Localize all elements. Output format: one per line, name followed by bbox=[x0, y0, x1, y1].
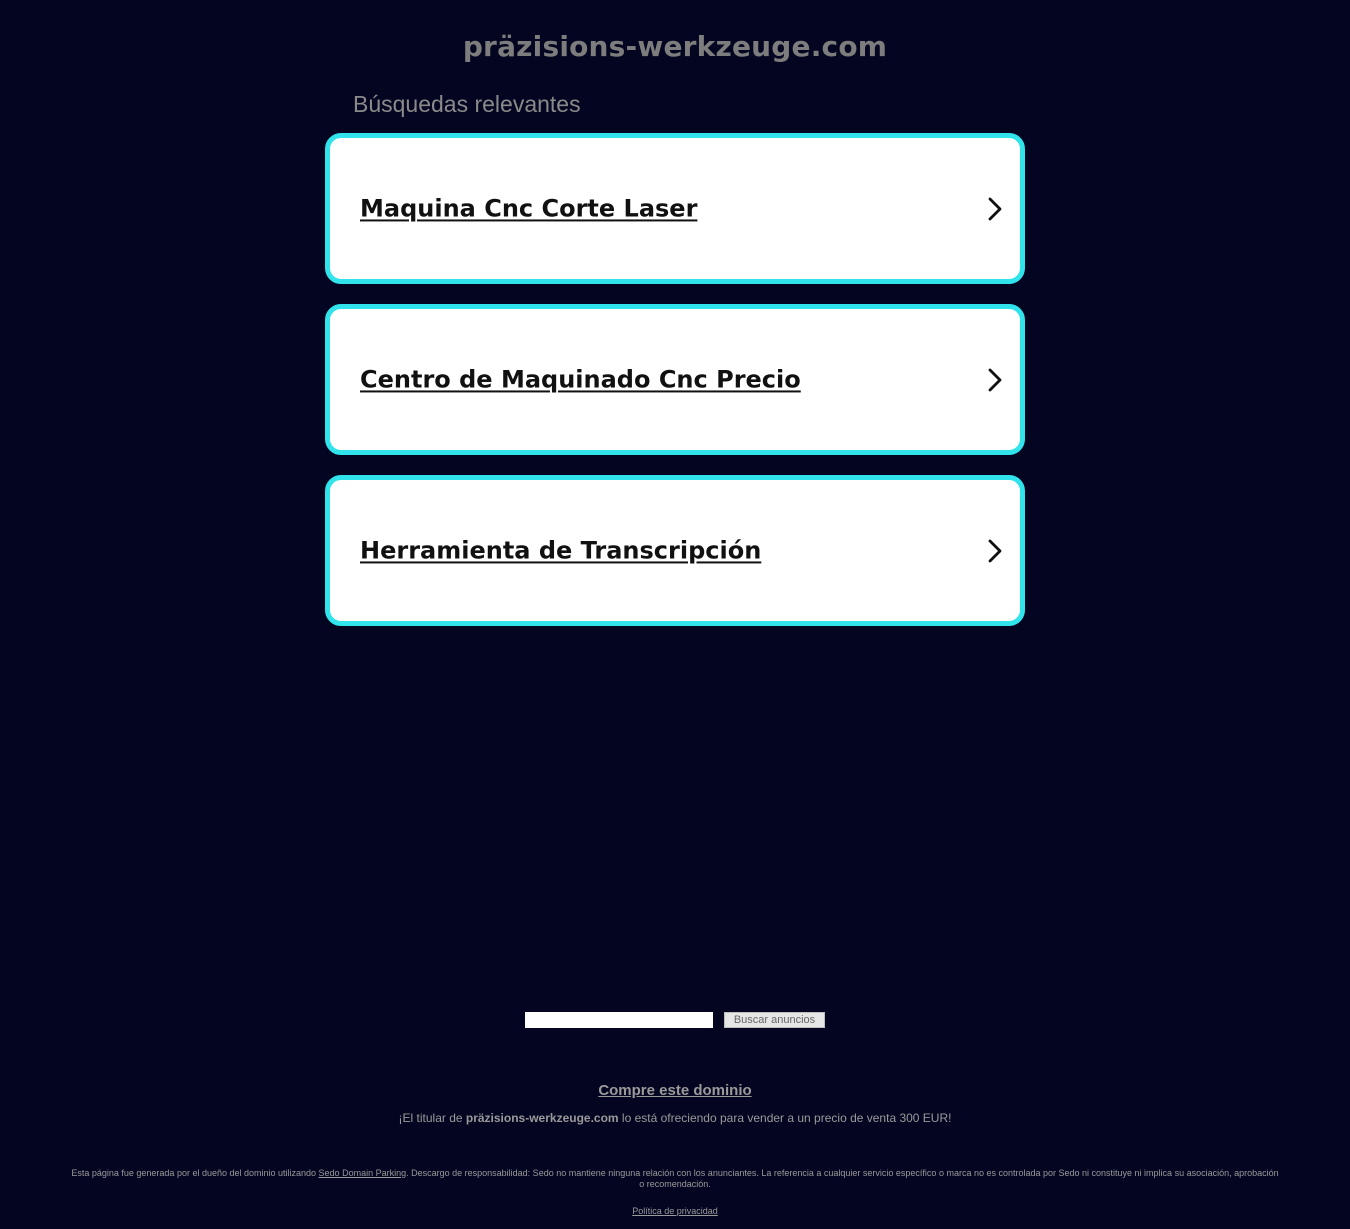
disclaimer-prefix: Esta página fue generada por el dueño del dominio utilizando bbox=[71, 1168, 319, 1178]
related-link-card[interactable] bbox=[325, 475, 1025, 626]
sedo-parking-link[interactable]: Sedo Domain Parking bbox=[318, 1168, 407, 1178]
related-link-card[interactable] bbox=[325, 133, 1025, 284]
related-link-label[interactable]: Maquina Cnc Corte Laser bbox=[360, 193, 698, 222]
sale-offer-text bbox=[0, 1111, 1350, 1125]
sale-offer-prefix: ¡El titular de bbox=[398, 1111, 466, 1125]
sale-offer-domain: präzisions-werkzeuge.com bbox=[465, 1111, 619, 1125]
sale-offer-suffix: lo está ofreciendo para vender a un precio de venta 300 EUR! bbox=[618, 1111, 952, 1125]
privacy-policy-link[interactable]: Política de privacidad bbox=[632, 1206, 718, 1216]
related-link-label[interactable]: Centro de Maquinado Cnc Precio bbox=[360, 364, 801, 393]
related-searches-heading: Búsquedas relevantes bbox=[353, 91, 581, 117]
chevron-right-icon bbox=[986, 538, 1004, 564]
domain-title: präzisions-werkzeuge.com bbox=[462, 30, 888, 63]
buy-domain-link[interactable]: Compre este dominio bbox=[598, 1082, 752, 1099]
related-link-card[interactable] bbox=[325, 304, 1025, 455]
search-ads-button[interactable]: Buscar anuncios bbox=[724, 1012, 825, 1028]
related-link-label[interactable]: Herramienta de Transcripción bbox=[360, 535, 762, 564]
chevron-right-icon bbox=[986, 196, 1004, 222]
chevron-right-icon bbox=[986, 367, 1004, 393]
disclaimer-suffix: . Descargo de responsabilidad: Sedo no mantiene ninguna relación con los anunciantes. La referencia a cualquier servicio específico o marca no es controlada por Sedo ni constituye ni implica su asociación, aprobación o recomendación. bbox=[406, 1168, 1279, 1189]
search-input[interactable] bbox=[525, 1012, 713, 1028]
disclaimer-text bbox=[70, 1168, 1280, 1190]
